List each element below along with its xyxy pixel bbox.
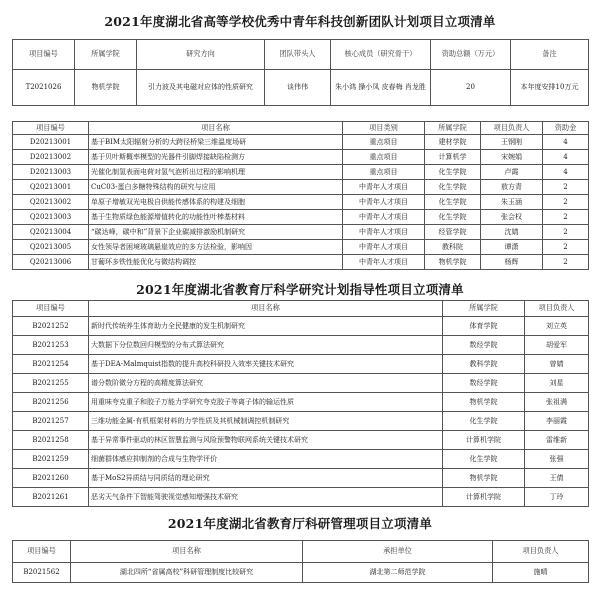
col-header: 资助金 — [543, 122, 589, 135]
cell-college: 化生学院 — [425, 180, 481, 195]
col-header: 项目负责人 — [481, 122, 543, 135]
cell-type: 中青年人才项目 — [343, 255, 425, 270]
cell-leader: 施晴 — [493, 563, 589, 583]
cell-college: 经管学院 — [425, 225, 481, 240]
cell-leader: 沈婧 — [481, 225, 543, 240]
table-row — [13, 355, 589, 374]
cell-id: B2021260 — [13, 469, 89, 488]
guidance-table-header — [13, 301, 589, 317]
cell-id: B2021255 — [13, 374, 89, 393]
cell-college: 计算机学院 — [443, 488, 525, 507]
table-row — [13, 70, 589, 106]
cell-name: 基于贝叶斯概率模型的光器件引脚焊接缺陷检测方 — [89, 150, 343, 165]
cell-type: 重点项目 — [343, 150, 425, 165]
cell-college: 体育学院 — [443, 317, 525, 336]
col-header: 所属学院 — [425, 122, 481, 135]
cell-leader: 杨辉 — [481, 255, 543, 270]
table-row — [13, 563, 589, 583]
cell-college: 物机学院 — [443, 469, 525, 488]
cell-type: 中青年人才项目 — [343, 225, 425, 240]
col-header: 项目名称 — [89, 122, 343, 135]
cell-leader: 王钢刚 — [481, 135, 543, 150]
col-header: 项目编号 — [13, 541, 71, 563]
cell-name: 三维功能金属-有机框架材料的力学性质及其机械制调控机制研究 — [89, 412, 443, 431]
col-header: 项目编号 — [13, 122, 89, 135]
cell-id: Q20213004 — [13, 225, 89, 240]
cell-id: B2021257 — [13, 412, 89, 431]
cell-name: 细菌群体感应抑制剂的合成与生物学评价 — [89, 450, 443, 469]
cell-leader: 李丽霞 — [525, 412, 589, 431]
project-id: T2021026 — [13, 70, 75, 106]
table-row — [13, 150, 589, 165]
cell-id: B2021562 — [13, 563, 71, 583]
cell-college: 教科院 — [425, 240, 481, 255]
cell-leader: 卢霞 — [481, 165, 543, 180]
cell-leader: 谭潇 — [481, 240, 543, 255]
cell-leader: 刘立英 — [525, 317, 589, 336]
cell-name: 甘葡环多铁性能优化与微结构调控 — [89, 255, 343, 270]
cell-college: 数经学院 — [443, 336, 525, 355]
table-row — [13, 135, 589, 150]
col-header: 项目编号 — [13, 301, 89, 317]
cell-id: Q20213003 — [13, 210, 89, 225]
cell-name: 用重味夸克重子和胶子万能力学研究夸克胶子等离子体的输运性质 — [89, 393, 443, 412]
note: 本年度安排10万元 — [511, 70, 589, 106]
cell-type: 重点项目 — [343, 165, 425, 180]
table-row — [13, 255, 589, 270]
amount: 20 — [431, 70, 511, 106]
col-header: 团队带头人 — [265, 40, 331, 70]
cell-leader: 胡爱军 — [525, 336, 589, 355]
team-table — [12, 39, 589, 106]
table-row — [13, 450, 589, 469]
cell-amount: 2 — [543, 240, 589, 255]
cell-type: 中青年人才项目 — [343, 180, 425, 195]
cell-id: Q20213001 — [13, 180, 89, 195]
cell-amount: 2 — [543, 255, 589, 270]
cell-amount: 4 — [543, 150, 589, 165]
cell-leader: 张祖满 — [525, 393, 589, 412]
cell-id: B2021256 — [13, 393, 89, 412]
cell-id: D20213002 — [13, 150, 89, 165]
col-header: 研究方向 — [137, 40, 265, 70]
cell-id: B2021253 — [13, 336, 89, 355]
cell-id: D20213001 — [13, 135, 89, 150]
cell-leader: 曾婧 — [525, 355, 589, 374]
cell-leader: 张会权 — [481, 210, 543, 225]
col-header: 项目名称 — [89, 301, 443, 317]
cell-leader: 王倩 — [525, 469, 589, 488]
cell-amount: 2 — [543, 225, 589, 240]
cell-college: 建材学院 — [425, 135, 481, 150]
cell-name: 女性领导者困境玻璃悬崖效应的多方法检验，影响因 — [89, 240, 343, 255]
table-row — [13, 165, 589, 180]
research-direction: 引力波及其电磁对应体的性质研究 — [137, 70, 265, 106]
guidance-table — [12, 300, 589, 507]
col-header: 核心成员（研究骨干） — [331, 40, 431, 70]
cell-amount: 2 — [543, 210, 589, 225]
cell-name: 基于BIM太阳辐射分析的大跨径桥梁三维温度场研 — [89, 135, 343, 150]
cell-leader: 朱玉涵 — [481, 195, 543, 210]
cell-leader: 丁玲 — [525, 488, 589, 507]
cell-college: 教科学院 — [443, 355, 525, 374]
cell-id: B2021261 — [13, 488, 89, 507]
cell-id: D20213003 — [13, 165, 89, 180]
cell-id: Q20213005 — [13, 240, 89, 255]
table-row — [13, 412, 589, 431]
cell-name: 新时代传统养生体育助力全民健康的发生机制研究 — [89, 317, 443, 336]
col-header: 项目名称 — [71, 541, 303, 563]
cell-amount: 2 — [543, 180, 589, 195]
table-row — [13, 469, 589, 488]
cell-college: 物机学院 — [425, 255, 481, 270]
cell-type: 重点项目 — [343, 135, 425, 150]
col-header: 备注 — [511, 40, 589, 70]
cell-id: Q20213006 — [13, 255, 89, 270]
cell-id: B2021252 — [13, 317, 89, 336]
cell-id: B2021254 — [13, 355, 89, 374]
project-table — [12, 121, 589, 270]
section4-title: 2021年度湖北省教育厅科研管理项目立项清单 — [167, 516, 433, 531]
col-header: 所属学院 — [443, 301, 525, 317]
table-row — [13, 225, 589, 240]
project-table-header — [13, 122, 589, 135]
cell-name: CuC03-蛋白多糖特殊结构的研究与应用 — [89, 180, 343, 195]
cell-college: 物机学院 — [443, 393, 525, 412]
cell-id: Q20213002 — [13, 195, 89, 210]
col-header: 项目编号 — [13, 40, 75, 70]
cell-name: 单原子增敏双光电极自供能传感体系的构建及细胞 — [89, 195, 343, 210]
section1-title: 2021年度湖北省高等学校优秀中青年科技创新团队计划项目立项清单 — [104, 14, 496, 29]
cell-name: 谱分数阶微分方程的高精度算法研究 — [89, 374, 443, 393]
cell-id: B2021259 — [13, 450, 89, 469]
team-leader: 谈伟伟 — [265, 70, 331, 106]
cell-name: 光催化制氢表面电荷对氢气泡析出过程的影响机理 — [89, 165, 343, 180]
table-row — [13, 393, 589, 412]
table-row — [13, 195, 589, 210]
col-header: 项目负责人 — [525, 301, 589, 317]
cell-name: 恶劣天气条件下智能驾驶视觉感知增强技术研究 — [89, 488, 443, 507]
table-row — [13, 240, 589, 255]
cell-leader: 刘星 — [525, 374, 589, 393]
cell-college: 化生学院 — [443, 450, 525, 469]
cell-college: 化生学院 — [425, 195, 481, 210]
table-row — [13, 317, 589, 336]
cell-college: 化生学院 — [425, 165, 481, 180]
cell-college: 计算机学 — [425, 150, 481, 165]
cell-college: 化生学院 — [425, 210, 481, 225]
cell-name: 基于生物质绿色能源增值转化的功能性叶棒基材料 — [89, 210, 343, 225]
cell-leader: 敖方青 — [481, 180, 543, 195]
table-row — [13, 180, 589, 195]
section3-title: 2021年度湖北省教育厅科学研究计划指导性项目立项清单 — [136, 282, 464, 297]
management-table-header — [13, 541, 589, 563]
cell-leader: 张强 — [525, 450, 589, 469]
table-row — [13, 488, 589, 507]
table-row — [13, 431, 589, 450]
cell-name: “碳达峰，碳中和”背景下企业碳减排激励机制研究 — [89, 225, 343, 240]
cell-type: 中青年人才项目 — [343, 240, 425, 255]
cell-name: 基于MoS2异质结与同质结的理论研究 — [89, 469, 443, 488]
cell-college: 化生学院 — [443, 412, 525, 431]
college: 物机学院 — [75, 70, 137, 106]
col-header: 资助总额（万元） — [431, 40, 511, 70]
col-header: 项目负责人 — [493, 541, 589, 563]
col-header: 承担单位 — [303, 541, 493, 563]
cell-leader: 雷维新 — [525, 431, 589, 450]
table-row — [13, 374, 589, 393]
cell-amount: 4 — [543, 135, 589, 150]
core-members: 朱小鸿 操小凤 皮春梅 肖龙胜 — [331, 70, 431, 106]
col-header: 项目类别 — [343, 122, 425, 135]
cell-college: 计算机学院 — [443, 431, 525, 450]
cell-id: B2021258 — [13, 431, 89, 450]
col-header: 所属学院 — [75, 40, 137, 70]
cell-type: 中青年人才项目 — [343, 210, 425, 225]
table-row — [13, 210, 589, 225]
cell-leader: 宋婉娟 — [481, 150, 543, 165]
cell-type: 中青年人才项目 — [343, 195, 425, 210]
cell-name: 基于异常事件驱动的林区智慧监测与风险预警物联网系统关键技术研究 — [89, 431, 443, 450]
table-row — [13, 336, 589, 355]
cell-name: 大数据下分位数回归模型的分布式算法研究 — [89, 336, 443, 355]
cell-name: 基于DEA-Malmquist指数的提升高校科研投入效率关键技术研究 — [89, 355, 443, 374]
cell-college: 数经学院 — [443, 374, 525, 393]
team-table-header — [13, 40, 589, 70]
cell-amount: 4 — [543, 165, 589, 180]
cell-name: 湖北四所“省属高校”科研管理制度比较研究 — [71, 563, 303, 583]
cell-unit: 湖北第二师范学院 — [303, 563, 493, 583]
cell-amount: 2 — [543, 195, 589, 210]
management-table — [12, 540, 589, 583]
